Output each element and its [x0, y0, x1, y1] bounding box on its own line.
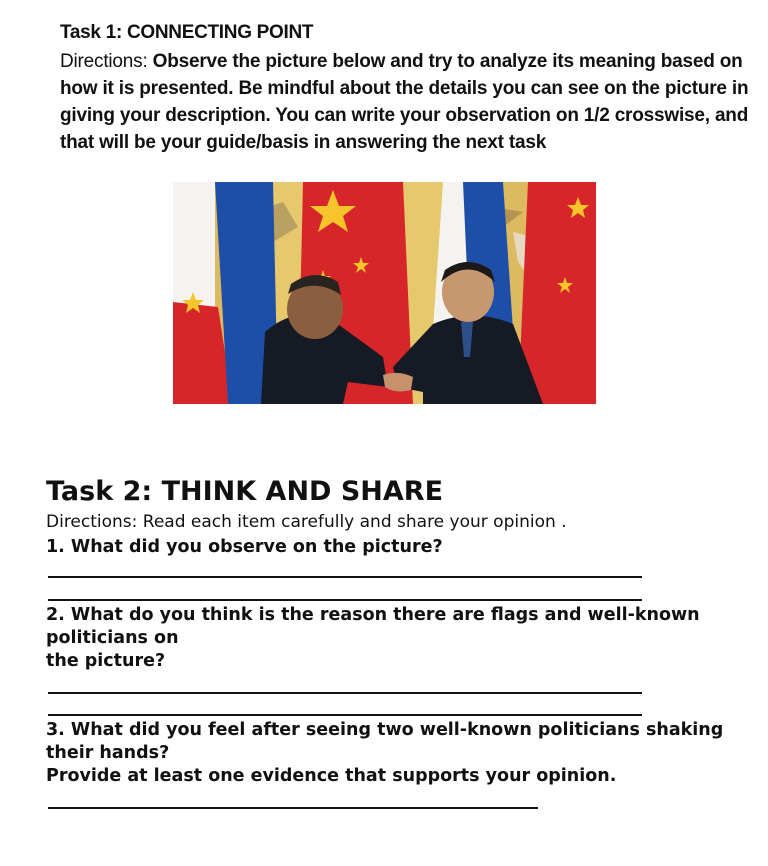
task1-directions-body: Observe the picture below and try to analyze its meaning based on how it is presented. Be mindful about the details you can see on the picture in giving your description. You can write your observation on 1/2 crosswise, and that will be your guide/basis in answering the next task	[60, 51, 749, 153]
question-1: 1. What did you observe on the picture?	[46, 537, 443, 557]
answer-line	[48, 714, 642, 716]
answer-line	[48, 692, 642, 694]
task1-directions	[60, 48, 760, 156]
task1-title: Task 1: CONNECTING POINT	[60, 22, 314, 43]
task2-directions: Directions: Read each item carefully and share your opinion .	[46, 512, 567, 532]
question-3-line-1: 3. What did you feel after seeing two well-known politicians shaking their hands?	[46, 720, 724, 763]
question-3	[46, 719, 726, 788]
question-2	[46, 604, 726, 673]
answer-line	[48, 807, 538, 809]
question-2-line-1: 2. What do you think is the reason there are flags and well-known politicians on	[46, 605, 700, 648]
question-2-line-2: the picture?	[46, 651, 166, 671]
answer-line	[48, 576, 642, 578]
task2-title: Task 2: THINK AND SHARE	[46, 476, 444, 507]
answer-line	[48, 599, 642, 601]
handshake-photo	[173, 182, 596, 404]
handshake-photo-illustration	[173, 182, 596, 404]
task1-directions-lead: Directions:	[60, 51, 153, 72]
question-3-line-2: Provide at least one evidence that supports your opinion.	[46, 766, 617, 786]
